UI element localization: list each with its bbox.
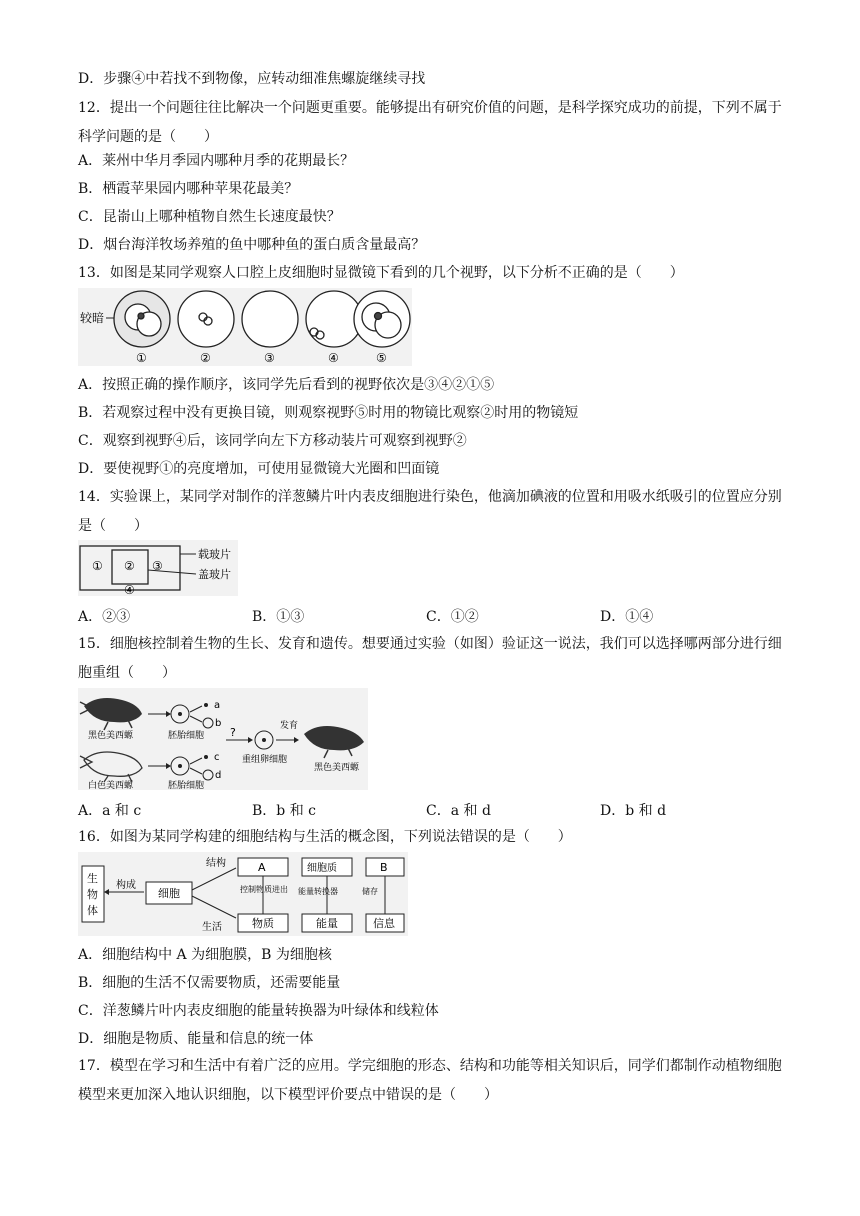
q12-option-a: A．莱州中华月季园内哪种月季的花期最长？ (78, 153, 355, 169)
q14-option-c: C．①② (426, 609, 479, 625)
q13-label-5: ⑤ (376, 351, 387, 365)
slide-label: 载玻片 (198, 548, 231, 561)
q12-stem: 12．提出一个问题往往比解决一个问题更重要。能够提出有研究价值的问题，是科学探究成功的前提，下列不属于科学问题的是（ ） (78, 100, 782, 145)
q14-option-d: D．①④ (600, 609, 654, 625)
q16-concept-map-figure (78, 852, 408, 936)
life-label: 生活 (202, 922, 222, 933)
q12-option-d: D．烟台海洋牧场养殖的鱼中哪种鱼的蛋白质含量最高？ (78, 237, 426, 253)
embryo-cell-2-label: 胚胎细胞 (168, 781, 205, 790)
part-c: c (214, 752, 220, 763)
part-a: a (214, 700, 221, 711)
q16-option-c: C．洋葱鳞片叶内表皮细胞的能量转换器为叶绿体和线粒体 (78, 1003, 439, 1019)
q13-view-3 (242, 291, 298, 347)
q15-stem: 15．细胞核控制着生物的生长、发育和遗传。想要通过实验（如图）验证这一说法，我们可以选择哪两部分进行细胞重组（ ） (78, 636, 782, 681)
q14-pos-3: ③ (152, 559, 163, 573)
q13-view-1 (114, 291, 170, 347)
q13-microscope-views-figure (78, 288, 412, 366)
part-d: d (215, 770, 222, 781)
energy-node: 能量 (316, 917, 338, 930)
q13-option-a: A．按照正确的操作顺序，该同学先后看到的视野依次是③④②①⑤ (78, 377, 495, 393)
q13-label-4: ④ (328, 351, 339, 365)
organism-char-3: 体 (87, 904, 98, 917)
result-axolotl-icon (304, 726, 364, 758)
q15-option-c: C．a 和 d (426, 803, 491, 819)
develop-label: 发育 (280, 721, 299, 731)
result-axolotl-label: 黑色美西螈 (314, 763, 360, 773)
black-axolotl-icon (80, 698, 142, 730)
cell-node: 细胞 (158, 887, 180, 900)
node-b: B (380, 861, 388, 874)
q14-stem: 14．实验课上，某同学对制作的洋葱鳞片叶内表皮细胞进行染色，他滴加碘液的位置和用吸水纸吸引的位置应分别是（ ） (78, 489, 782, 534)
q13-label-3: ③ (264, 351, 275, 365)
q12-option-c: C．昆嵛山上哪种植物自然生长速度最快？ (78, 209, 341, 225)
structure-label: 结构 (206, 858, 226, 869)
q15-axolotl-figure (78, 688, 368, 790)
controls-label: 控制物质进出 (240, 885, 288, 894)
node-a: A (258, 861, 266, 874)
q14-option-a: A．②③ (78, 609, 131, 625)
q13-label-2: ② (200, 351, 211, 365)
organism-char-1: 生 (87, 872, 98, 885)
q13-option-d: D．要使视野①的亮度增加，可使用显微镜大光圈和凹面镜 (78, 461, 440, 477)
q12-option-b: B．栖霞苹果园内哪种苹果花最美？ (78, 181, 299, 197)
q14-pos-4: ④ (124, 583, 135, 596)
q14-pos-2: ② (124, 559, 135, 573)
organism-char-2: 物 (87, 888, 98, 901)
q14-slide-figure (78, 540, 238, 596)
q14-option-b: B．①③ (252, 609, 305, 625)
info-node: 信息 (373, 917, 395, 930)
q13-view-5 (354, 291, 410, 347)
white-axolotl-icon (80, 752, 142, 782)
q15-option-a: A．a 和 c (78, 803, 142, 819)
q13-dim-label: 较暗 (80, 311, 105, 325)
part-b: b (215, 718, 222, 729)
q16-option-a: A．细胞结构中 A 为细胞膜，B 为细胞核 (78, 947, 332, 963)
coverslip-label: 盖玻片 (198, 568, 231, 581)
white-axolotl-label: 白色美西螈 (88, 781, 134, 790)
energy-converter-label: 能量转换器 (298, 887, 338, 896)
q15-option-d: D．b 和 d (600, 803, 667, 819)
q13-option-b: B．若观察过程中没有更换目镜，则观察视野⑤时用的物镜比观察②时用的物镜短 (78, 405, 579, 421)
matter-node: 物质 (252, 917, 274, 930)
q17-stem: 17．模型在学习和生活中有着广泛的应用。学完细胞的形态、结构和功能等相关知识后，同学们都制作动植物细胞模型来更加深入地认识细胞，以下模型评价要点中错误的是（ ） (78, 1058, 782, 1103)
q13-option-c: C．观察到视野④后，该同学向左下方移动装片可观察到视野② (78, 433, 467, 449)
q16-option-b: B．细胞的生活不仅需要物质，还需要能量 (78, 975, 341, 991)
question-mark: ? (230, 726, 236, 739)
q14-pos-1: ① (92, 559, 103, 573)
stores-label: 储存 (362, 887, 378, 896)
recombined-egg-label: 重组卵细胞 (242, 755, 288, 765)
composes-label: 构成 (116, 880, 136, 891)
q16-stem: 16．如图为某同学构建的细胞结构与生活的概念图，下列说法错误的是（ ） (78, 829, 572, 845)
q11-option-d: D．步骤④中若找不到物像，应转动细准焦螺旋继续寻找 (78, 71, 426, 87)
embryo-cell-1-label: 胚胎细胞 (168, 731, 205, 741)
q16-option-d: D．细胞是物质、能量和信息的统一体 (78, 1031, 314, 1047)
q15-option-b: B．b 和 c (252, 803, 316, 819)
q13-stem: 13．如图是某同学观察人口腔上皮细胞时显微镜下看到的几个视野，以下分析不正确的是（ ） (78, 265, 684, 281)
cytoplasm-node: 细胞质 (307, 863, 337, 874)
black-axolotl-label: 黑色美西螈 (88, 731, 134, 741)
q13-label-1: ① (136, 351, 147, 365)
q13-view-2 (178, 291, 234, 347)
